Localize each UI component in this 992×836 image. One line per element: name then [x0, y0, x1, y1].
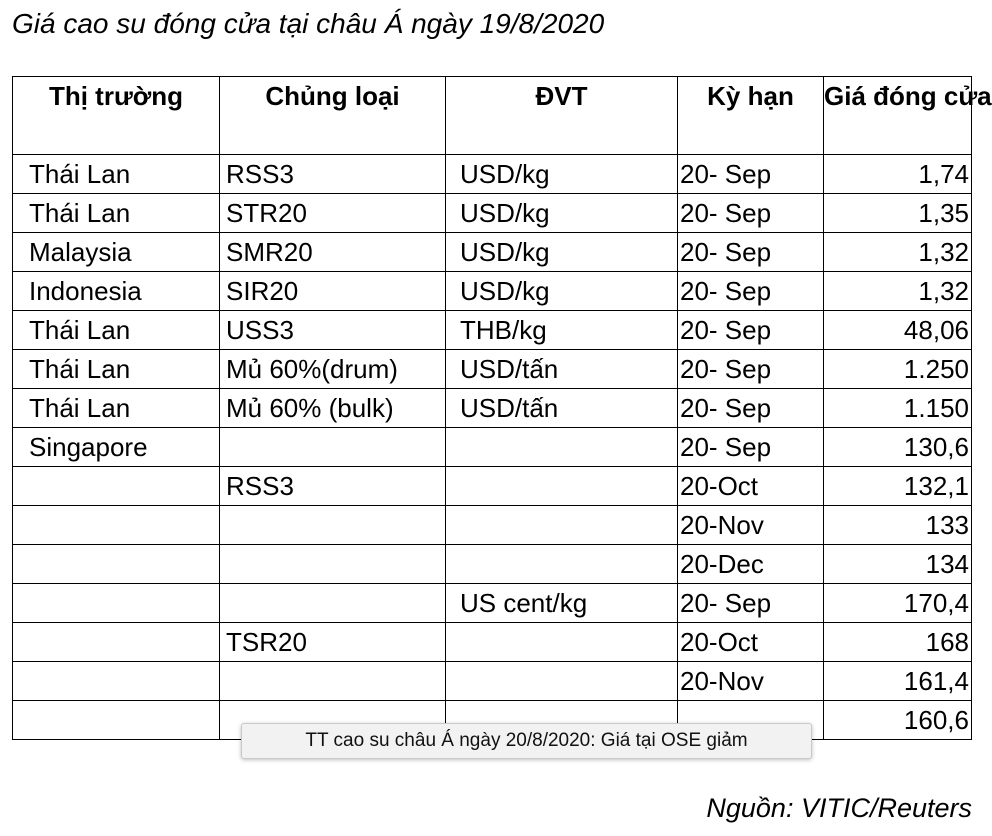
cell-term: 20- Sep — [678, 311, 824, 350]
header-type: Chủng loại — [220, 77, 446, 155]
price-table — [12, 76, 992, 740]
table-row — [13, 623, 972, 662]
cell-unit — [446, 662, 678, 701]
cell-unit — [446, 623, 678, 662]
cell-unit: USD/kg — [446, 155, 678, 194]
cell-term: 20- Sep — [678, 428, 824, 467]
cell-term: 20-Oct — [678, 467, 824, 506]
cell-term: 20- Sep — [678, 194, 824, 233]
cell-type: SMR20 — [220, 233, 446, 272]
table-header-row — [13, 77, 972, 155]
cell-unit — [446, 467, 678, 506]
cell-market: Thái Lan — [13, 350, 220, 389]
table-row — [13, 662, 972, 701]
cell-price: 132,1 — [824, 467, 972, 506]
cell-unit: USD/tấn — [446, 350, 678, 389]
cell-price: 48,06 — [824, 311, 972, 350]
cell-price: 160,6 — [824, 701, 972, 740]
table-row — [13, 350, 972, 389]
cell-price: 161,4 — [824, 662, 972, 701]
cell-type: TSR20 — [220, 623, 446, 662]
cell-market: Thái Lan — [13, 311, 220, 350]
cell-type: STR20 — [220, 194, 446, 233]
cell-unit: USD/tấn — [446, 389, 678, 428]
cell-unit: USD/kg — [446, 233, 678, 272]
cell-unit — [446, 506, 678, 545]
cell-type — [220, 584, 446, 623]
cell-price: 1.150 — [824, 389, 972, 428]
cell-unit: USD/kg — [446, 272, 678, 311]
cell-market — [13, 623, 220, 662]
cell-market — [13, 584, 220, 623]
cell-type: USS3 — [220, 311, 446, 350]
cell-term: 20- Sep — [678, 389, 824, 428]
cell-type — [220, 428, 446, 467]
cell-type: Mủ 60% (bulk) — [220, 389, 446, 428]
hover-tooltip: TT cao su châu Á ngày 20/8/2020: Giá tại OSE giảm — [241, 723, 812, 759]
cell-unit — [446, 545, 678, 584]
table-row — [13, 506, 972, 545]
cell-market — [13, 701, 220, 740]
page-title: Giá cao su đóng cửa tại châu Á ngày 19/8/2020 — [12, 8, 605, 39]
cell-unit: THB/kg — [446, 311, 678, 350]
cell-term: 20-Nov — [678, 662, 824, 701]
cell-price: 1,74 — [824, 155, 972, 194]
cell-type — [220, 545, 446, 584]
cell-price: 1,35 — [824, 194, 972, 233]
header-unit: ĐVT — [446, 77, 678, 155]
table-row — [13, 467, 972, 506]
header-price: Giá đóng cửa — [824, 77, 972, 155]
source-caption: Nguồn: VITIC/Reuters — [706, 793, 972, 823]
cell-term: 20-Dec — [678, 545, 824, 584]
cell-market — [13, 662, 220, 701]
cell-term: 20- Sep — [678, 584, 824, 623]
table-row — [13, 272, 972, 311]
cell-market — [13, 545, 220, 584]
cell-market: Malaysia — [13, 233, 220, 272]
cell-market: Thái Lan — [13, 389, 220, 428]
cell-term: 20- Sep — [678, 350, 824, 389]
table-row — [13, 584, 972, 623]
cell-unit: US cent/kg — [446, 584, 678, 623]
cell-unit — [446, 428, 678, 467]
table-row — [13, 194, 972, 233]
cell-price: 1,32 — [824, 272, 972, 311]
table-row — [13, 311, 972, 350]
table-row — [13, 428, 972, 467]
cell-type: SIR20 — [220, 272, 446, 311]
cell-price: 133 — [824, 506, 972, 545]
cell-market: Thái Lan — [13, 194, 220, 233]
cell-market: Thái Lan — [13, 155, 220, 194]
cell-type: Mủ 60%(drum) — [220, 350, 446, 389]
cell-price: 134 — [824, 545, 972, 584]
cell-price: 130,6 — [824, 428, 972, 467]
table-row — [13, 233, 972, 272]
cell-unit: USD/kg — [446, 194, 678, 233]
cell-term: 20- Sep — [678, 272, 824, 311]
cell-market — [13, 467, 220, 506]
cell-type — [220, 662, 446, 701]
header-market: Thị trường — [13, 77, 220, 155]
cell-market: Singapore — [13, 428, 220, 467]
cell-type — [220, 506, 446, 545]
cell-price: 1,32 — [824, 233, 972, 272]
cell-price: 1.250 — [824, 350, 972, 389]
cell-term: 20-Oct — [678, 623, 824, 662]
cell-price: 170,4 — [824, 584, 972, 623]
header-term: Kỳ hạn — [678, 77, 824, 155]
table-row — [13, 155, 972, 194]
cell-market: Indonesia — [13, 272, 220, 311]
table-row — [13, 545, 972, 584]
cell-type: RSS3 — [220, 155, 446, 194]
cell-term: 20-Nov — [678, 506, 824, 545]
table-row — [13, 389, 972, 428]
cell-type: RSS3 — [220, 467, 446, 506]
cell-price: 168 — [824, 623, 972, 662]
cell-term: 20- Sep — [678, 155, 824, 194]
cell-market — [13, 506, 220, 545]
cell-term: 20- Sep — [678, 233, 824, 272]
